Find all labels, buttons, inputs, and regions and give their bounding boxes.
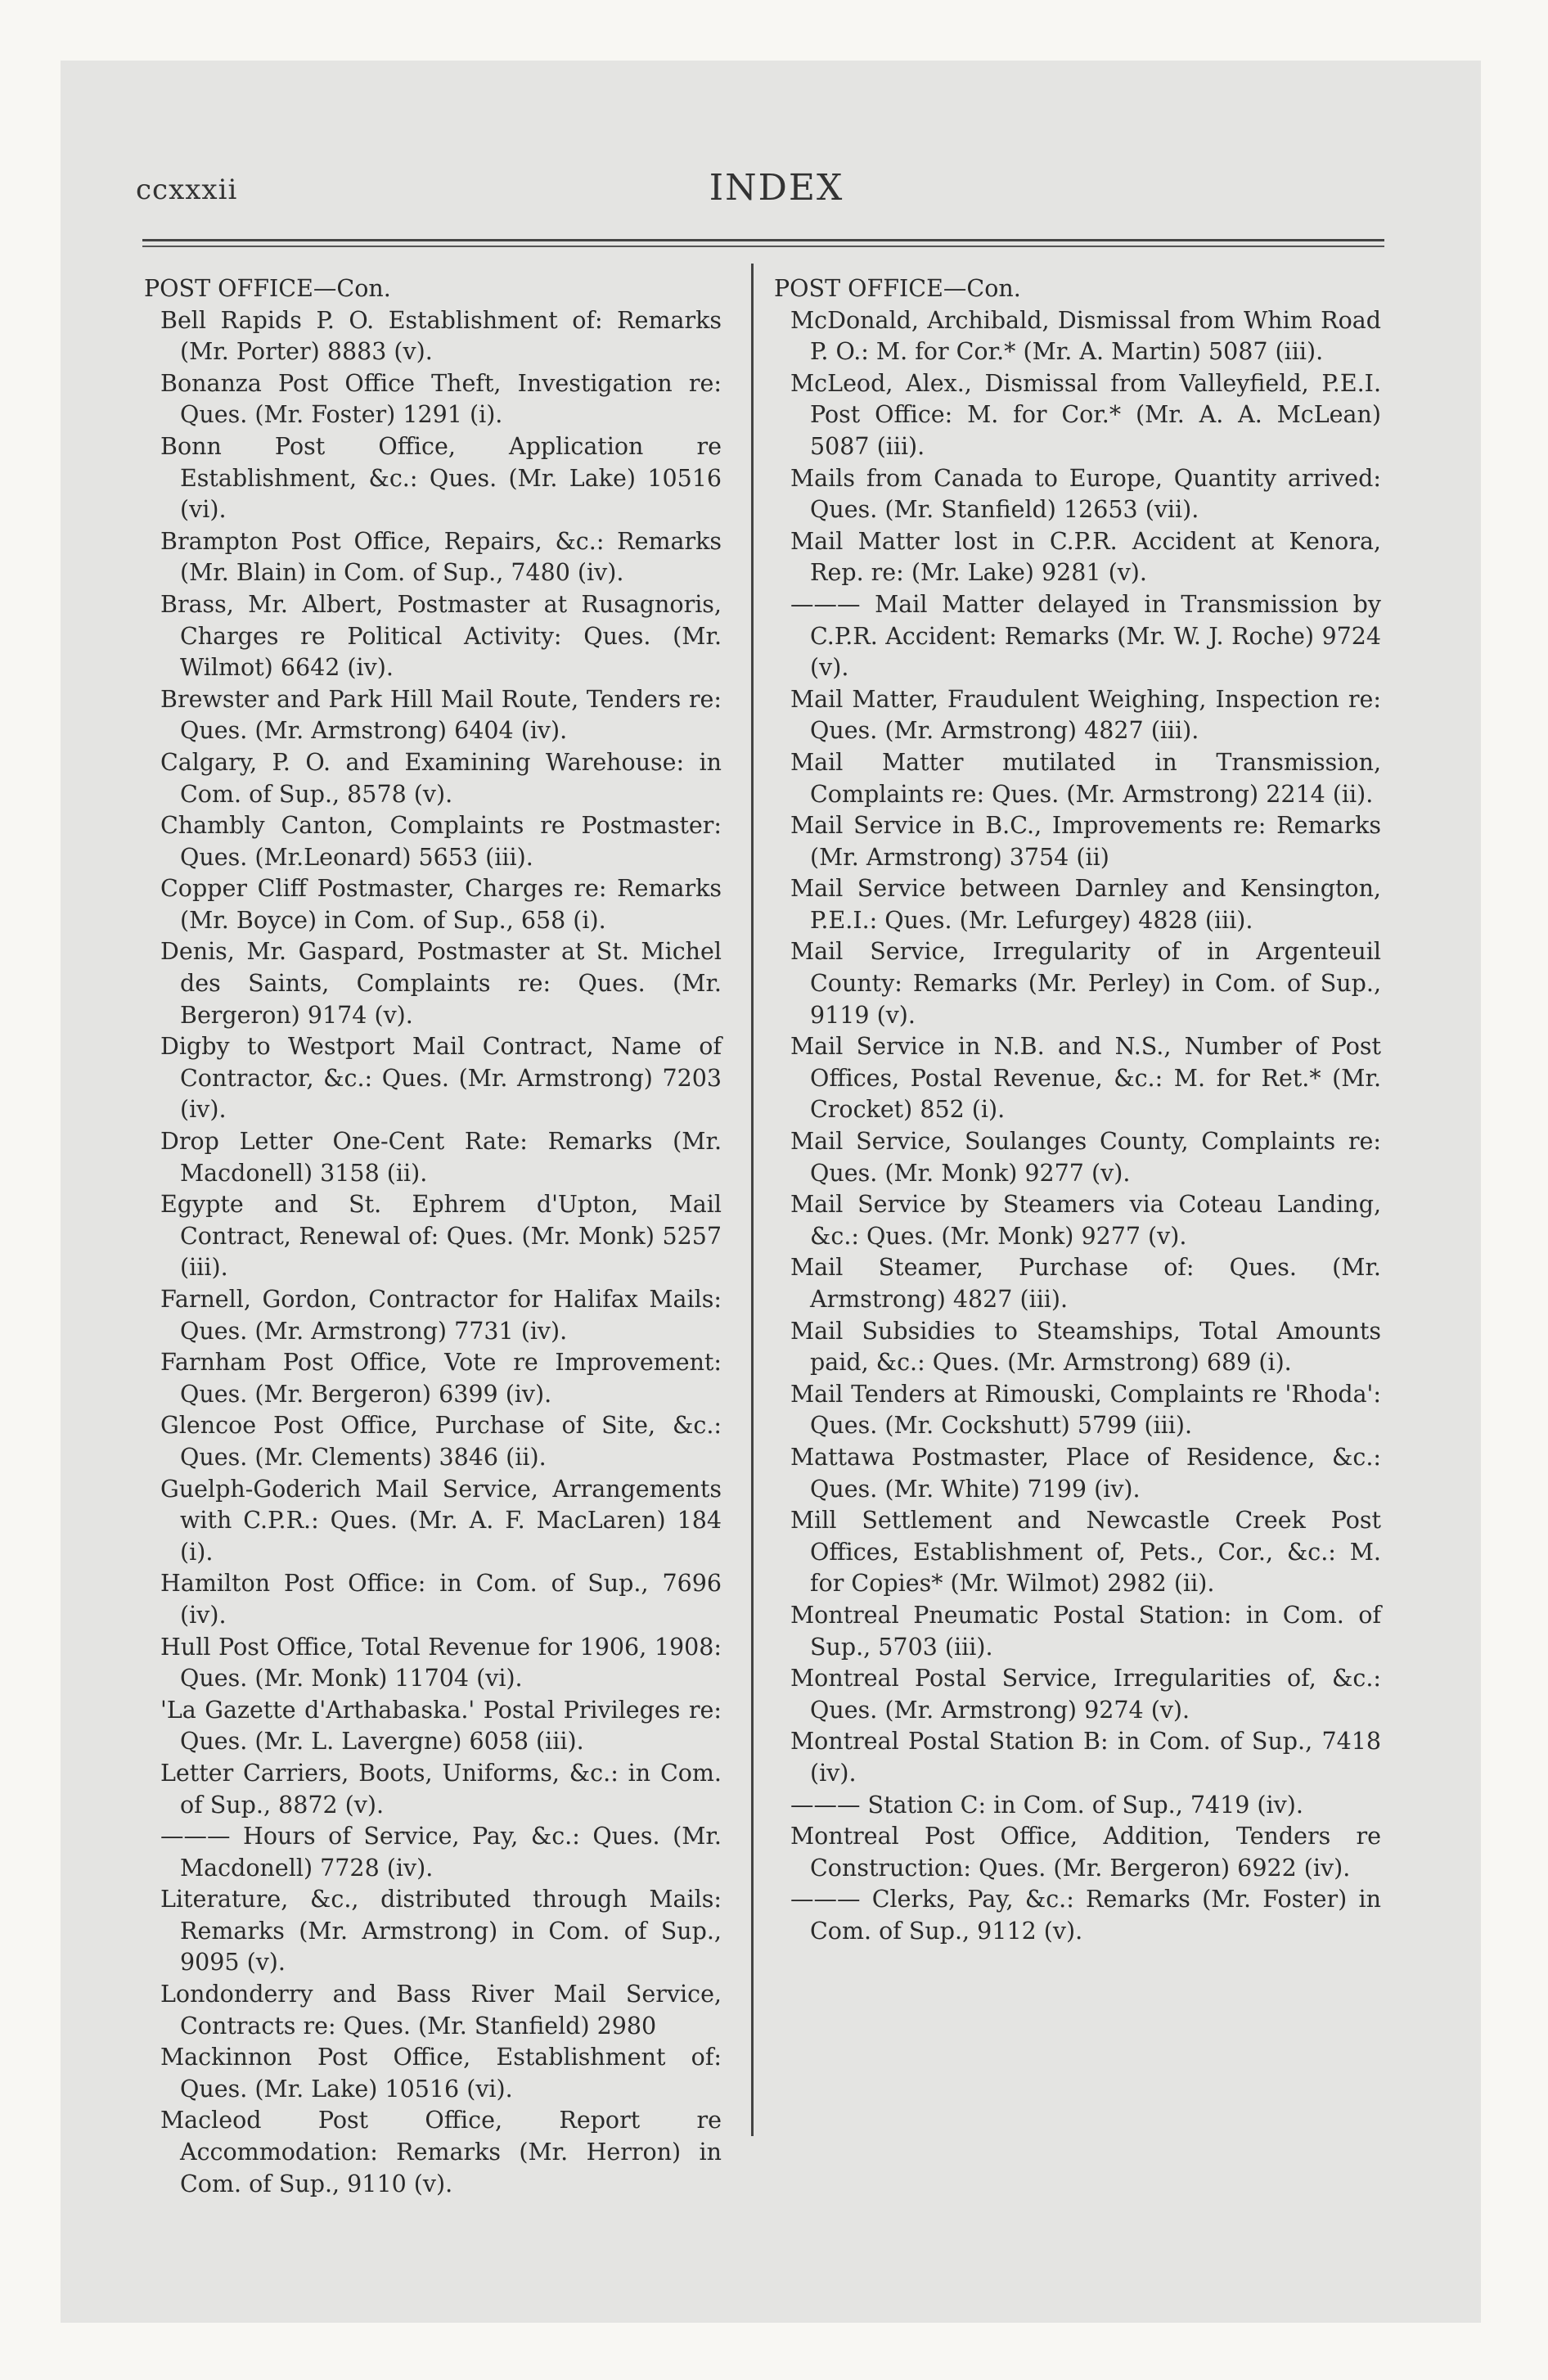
column-heading: POST OFFICE—Con. bbox=[774, 275, 1021, 302]
right-column bbox=[774, 273, 1381, 1947]
index-entry: Brewster and Park Hill Mail Route, Tenders re: Ques. (Mr. Armstrong) 6404 (iv). bbox=[160, 685, 722, 745]
index-entry: Guelph-Goderich Mail Service, Arrangements with C.P.R.: Ques. (Mr. A. F. MacLaren) 184 (i). bbox=[160, 1475, 722, 1566]
column-heading: POST OFFICE—Con. bbox=[144, 275, 391, 302]
index-entry: Hull Post Office, Total Revenue for 1906, 1908: Ques. (Mr. Monk) 11704 (vi). bbox=[160, 1633, 722, 1693]
index-entry: Copper Cliff Postmaster, Charges re: Remarks (Mr. Boyce) in Com. of Sup., 658 (i). bbox=[160, 875, 722, 934]
index-entry: Brampton Post Office, Repairs, &c.: Remarks (Mr. Blain) in Com. of Sup., 7480 (iv). bbox=[160, 527, 722, 587]
index-entry: Mail Service, Irregularity of in Argenteuil County: Remarks (Mr. Perley) in Com. of Sup., 9119 (v). bbox=[790, 938, 1381, 1029]
index-entry: Mail Matter mutilated in Transmission, Complaints re: Ques. (Mr. Armstrong) 2214 (ii). bbox=[790, 748, 1381, 808]
index-entry: Farnell, Gordon, Contractor for Halifax Mails: Ques. (Mr. Armstrong) 7731 (iv). bbox=[160, 1286, 722, 1345]
entry-list bbox=[144, 305, 722, 2201]
index-entry: Mail Steamer, Purchase of: Ques. (Mr. Armstrong) 4827 (iii). bbox=[790, 1254, 1381, 1313]
index-entry: Montreal Postal Station B: in Com. of Sup., 7418 (iv). bbox=[790, 1728, 1381, 1787]
index-entry: Mail Tenders at Rimouski, Complaints re 'Rhoda': Ques. (Mr. Cockshutt) 5799 (iii). bbox=[790, 1380, 1381, 1440]
entry-list bbox=[774, 305, 1381, 1948]
index-entry: Calgary, P. O. and Examining Warehouse: in Com. of Sup., 8578 (v). bbox=[160, 748, 722, 808]
index-entry: Mill Settlement and Newcastle Creek Post Offices, Establishment of, Pets., Cor., &c.: M. for Copies* (Mr. Wilmot) 2982 (ii). bbox=[790, 1507, 1381, 1598]
page-header bbox=[136, 167, 1417, 216]
index-entry: Hamilton Post Office: in Com. of Sup., 7696 (iv). bbox=[160, 1570, 722, 1629]
left-column bbox=[144, 273, 722, 2200]
index-entry: ——— Hours of Service, Pay, &c.: Ques. (Mr. Macdonell) 7728 (iv). bbox=[160, 1823, 722, 1882]
column-divider bbox=[751, 264, 754, 2136]
index-entry: Denis, Mr. Gaspard, Postmaster at St. Michel des Saints, Complaints re: Ques. (Mr. Bergeron) 9174 (v). bbox=[160, 938, 722, 1029]
index-entry: ——— Mail Matter delayed in Transmission by C.P.R. Accident: Remarks (Mr. W. J. Roche) 9724 (v). bbox=[790, 590, 1381, 682]
index-entry: Egypte and St. Ephrem d'Upton, Mail Contract, Renewal of: Ques. (Mr. Monk) 5257 (iii). bbox=[160, 1191, 722, 1282]
index-entry: Brass, Mr. Albert, Postmaster at Rusagnoris, Charges re Political Activity: Ques. (Mr. Wilmot) 6642 (iv). bbox=[160, 590, 722, 682]
index-entry: Mail Service in B.C., Improvements re: Remarks (Mr. Armstrong) 3754 (ii) bbox=[790, 812, 1381, 871]
index-entry: Mail Service, Soulanges County, Complaints re: Ques. (Mr. Monk) 9277 (v). bbox=[790, 1128, 1381, 1187]
index-entry: Mails from Canada to Europe, Quantity arrived: Ques. (Mr. Stanfield) 12653 (vii). bbox=[790, 464, 1381, 524]
page-number: ccxxxii bbox=[136, 174, 238, 206]
index-entry: Chambly Canton, Complaints re Postmaster: Ques. (Mr.Leonard) 5653 (iii). bbox=[160, 812, 722, 871]
index-entry: Mail Matter, Fraudulent Weighing, Inspection re: Ques. (Mr. Armstrong) 4827 (iii). bbox=[790, 685, 1381, 745]
index-entry: Mail Service between Darnley and Kensington, P.E.I.: Ques. (Mr. Lefurgey) 4828 (iii). bbox=[790, 875, 1381, 934]
index-entry: McDonald, Archibald, Dismissal from Whim Road P. O.: M. for Cor.* (Mr. A. Martin) 5087 (iii). bbox=[790, 306, 1381, 366]
index-entry: Montreal Post Office, Addition, Tenders re Construction: Ques. (Mr. Bergeron) 6922 (iv). bbox=[790, 1823, 1381, 1882]
index-entry: ——— Station C: in Com. of Sup., 7419 (iv). bbox=[790, 1791, 1303, 1819]
index-entry: ——— Clerks, Pay, &c.: Remarks (Mr. Foster) in Com. of Sup., 9112 (v). bbox=[790, 1886, 1381, 1945]
index-entry: Macleod Post Office, Report re Accommodation: Remarks (Mr. Herron) in Com. of Sup., 9110 (v). bbox=[160, 2107, 722, 2197]
index-entry: Farnham Post Office, Vote re Improvement: Ques. (Mr. Bergeron) 6399 (iv). bbox=[160, 1349, 722, 1408]
index-entry: Mail Matter lost in C.P.R. Accident at Kenora, Rep. re: (Mr. Lake) 9281 (v). bbox=[790, 527, 1381, 587]
index-entry: Letter Carriers, Boots, Uniforms, &c.: in Com. of Sup., 8872 (v). bbox=[160, 1759, 722, 1819]
index-entry: Glencoe Post Office, Purchase of Site, &c.: Ques. (Mr. Clements) 3846 (ii). bbox=[160, 1412, 722, 1471]
index-entry: Montreal Postal Service, Irregularities of, &c.: Ques. (Mr. Armstrong) 9274 (v). bbox=[790, 1665, 1381, 1724]
index-entry: Mail Subsidies to Steamships, Total Amounts paid, &c.: Ques. (Mr. Armstrong) 689 (i). bbox=[790, 1317, 1381, 1377]
page-title: INDEX bbox=[709, 167, 844, 209]
index-entry: Digby to Westport Mail Contract, Name of Contractor, &c.: Ques. (Mr. Armstrong) 7203 (iv). bbox=[160, 1033, 722, 1124]
index-entry: Bonanza Post Office Theft, Investigation re: Ques. (Mr. Foster) 1291 (i). bbox=[160, 369, 722, 429]
header-rule bbox=[142, 239, 1384, 241]
index-entry: Literature, &c., distributed through Mails: Remarks (Mr. Armstrong) in Com. of Sup., 9095 (v). bbox=[160, 1886, 722, 1977]
index-entry: Mackinnon Post Office, Establishment of: Ques. (Mr. Lake) 10516 (vi). bbox=[160, 2044, 722, 2103]
header-rule-double bbox=[142, 246, 1384, 247]
index-entry: Mattawa Postmaster, Place of Residence, &c.: Ques. (Mr. White) 7199 (iv). bbox=[790, 1443, 1381, 1503]
index-entry: Mail Service by Steamers via Coteau Landing, &c.: Ques. (Mr. Monk) 9277 (v). bbox=[790, 1191, 1381, 1250]
index-entry: Mail Service in N.B. and N.S., Number of Post Offices, Postal Revenue, &c.: M. for Ret.* (Mr. Crocket) 852 (i). bbox=[790, 1033, 1381, 1124]
index-entry: 'La Gazette d'Arthabaska.' Postal Privileges re: Ques. (Mr. L. Lavergne) 6058 (iii). bbox=[160, 1696, 722, 1756]
index-entry: Bell Rapids P. O. Establishment of: Remarks (Mr. Porter) 8883 (v). bbox=[160, 306, 722, 366]
index-entry: McLeod, Alex., Dismissal from Valleyfield, P.E.I. Post Office: M. for Cor.* (Mr. A. A. McLean) 5087 (iii). bbox=[790, 369, 1381, 460]
index-entry: Montreal Pneumatic Postal Station: in Com. of Sup., 5703 (iii). bbox=[790, 1601, 1381, 1661]
index-entry: Bonn Post Office, Application re Establishment, &c.: Ques. (Mr. Lake) 10516 (vi). bbox=[160, 432, 722, 524]
index-entry: Drop Letter One-Cent Rate: Remarks (Mr. Macdonell) 3158 (ii). bbox=[160, 1128, 722, 1187]
index-entry: Londonderry and Bass River Mail Service, Contracts re: Ques. (Mr. Stanfield) 2980 bbox=[160, 1981, 722, 2040]
